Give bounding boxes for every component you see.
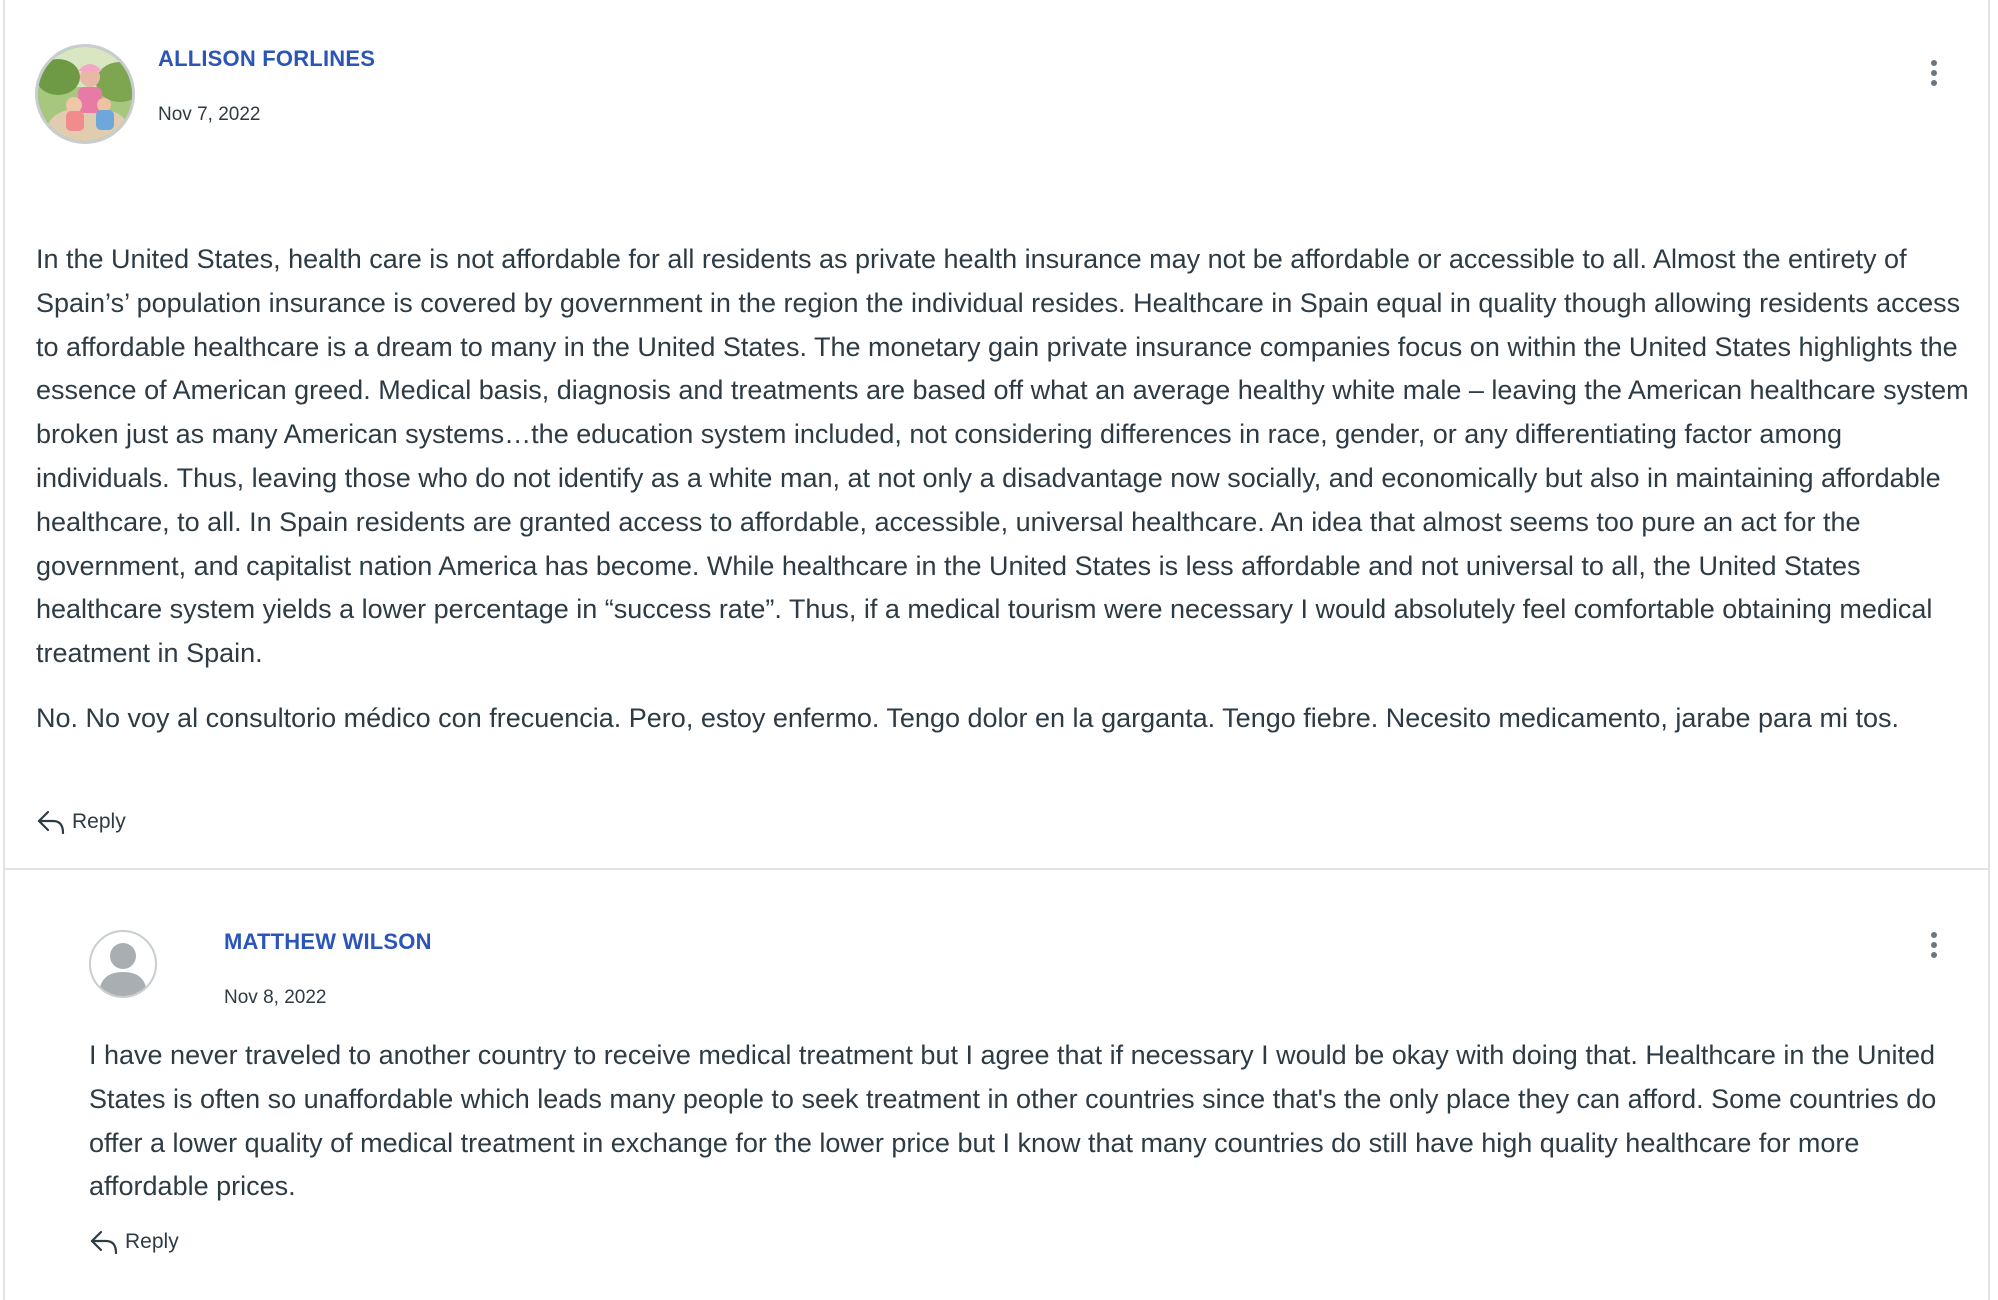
author-name[interactable]: MATTHEW WILSON — [224, 929, 432, 954]
kebab-icon — [1931, 60, 1937, 66]
post-paragraph: I have never traveled to another country to receive medical treatment but I agree that if necessary I would be okay with doing that. Healthcare in the United States is often so unaffordable which leads many people to seek treatment in other countries since that's the only place they can afford. Some countries do offer a lower quality of medical treatment in exchange for the lower price but I know that many countries do still have high quality healthcare for more affordable prices. — [89, 1040, 1937, 1202]
reply-button[interactable] — [36, 808, 126, 836]
reply-label: Reply — [125, 1230, 179, 1253]
discussion-reply-entry — [3, 870, 1990, 1300]
author-name[interactable]: ALLISON FORLINES — [158, 46, 376, 71]
post-paragraph: No. No voy al consultorio médico con frecuencia. Pero, estoy enfermo. Tengo dolor en la garganta. Tengo fiebre. Necesito medicamento, jarabe para mi tos. — [36, 702, 1900, 733]
person-silhouette-icon — [91, 932, 155, 996]
reply-button[interactable] — [89, 1228, 179, 1256]
more-options-button[interactable] — [1927, 932, 1941, 964]
post-date: Nov 7, 2022 — [158, 104, 261, 125]
more-options-button[interactable] — [1927, 60, 1941, 92]
post-paragraph: In the United States, health care is not affordable for all residents as private health insurance may not be affordable or accessible to all. Almost the entirety of Spain’s’ population insurance is covered by government in the region the individual resides. Healthcare in Spain equal in quality though allowing residents access to affordable healthcare is a dream to many in the United States. The monetary gain private insurance companies focus on within the United States highlights the essence of American greed. Medical basis, diagnosis and treatments are based off what an average healthy white male – leaving the American healthcare system broken just as many American systems…the education system included, not considering differences in race, gender, or any differentiating factor among individuals. Thus, leaving those who do not identify as a white man, at not only a disadvantage now socially, and economically but also in maintaining affordable healthcare, to all. In Spain residents are granted access to affordable, accessible, universal healthcare. An idea that almost seems too pure an act for the government, and capitalist nation America has become. While healthcare in the United States is less affordable and not universal to all, the United States healthcare system yields a lower percentage in “success rate”. Thus, if a medical tourism were necessary I would absolutely feel comfortable obtaining medical treatment in Spain. — [36, 244, 1969, 669]
post-date: Nov 8, 2022 — [224, 987, 327, 1008]
reply-arrow-icon — [89, 1228, 119, 1256]
avatar-photo-image — [38, 47, 135, 144]
avatar[interactable] — [89, 930, 157, 998]
avatar[interactable] — [35, 44, 135, 144]
reply-arrow-icon — [36, 808, 66, 836]
post-body — [89, 1034, 1979, 1209]
kebab-icon — [1931, 932, 1937, 938]
post-body — [36, 238, 1976, 741]
reply-label: Reply — [72, 810, 126, 833]
discussion-entry — [3, 0, 1990, 870]
